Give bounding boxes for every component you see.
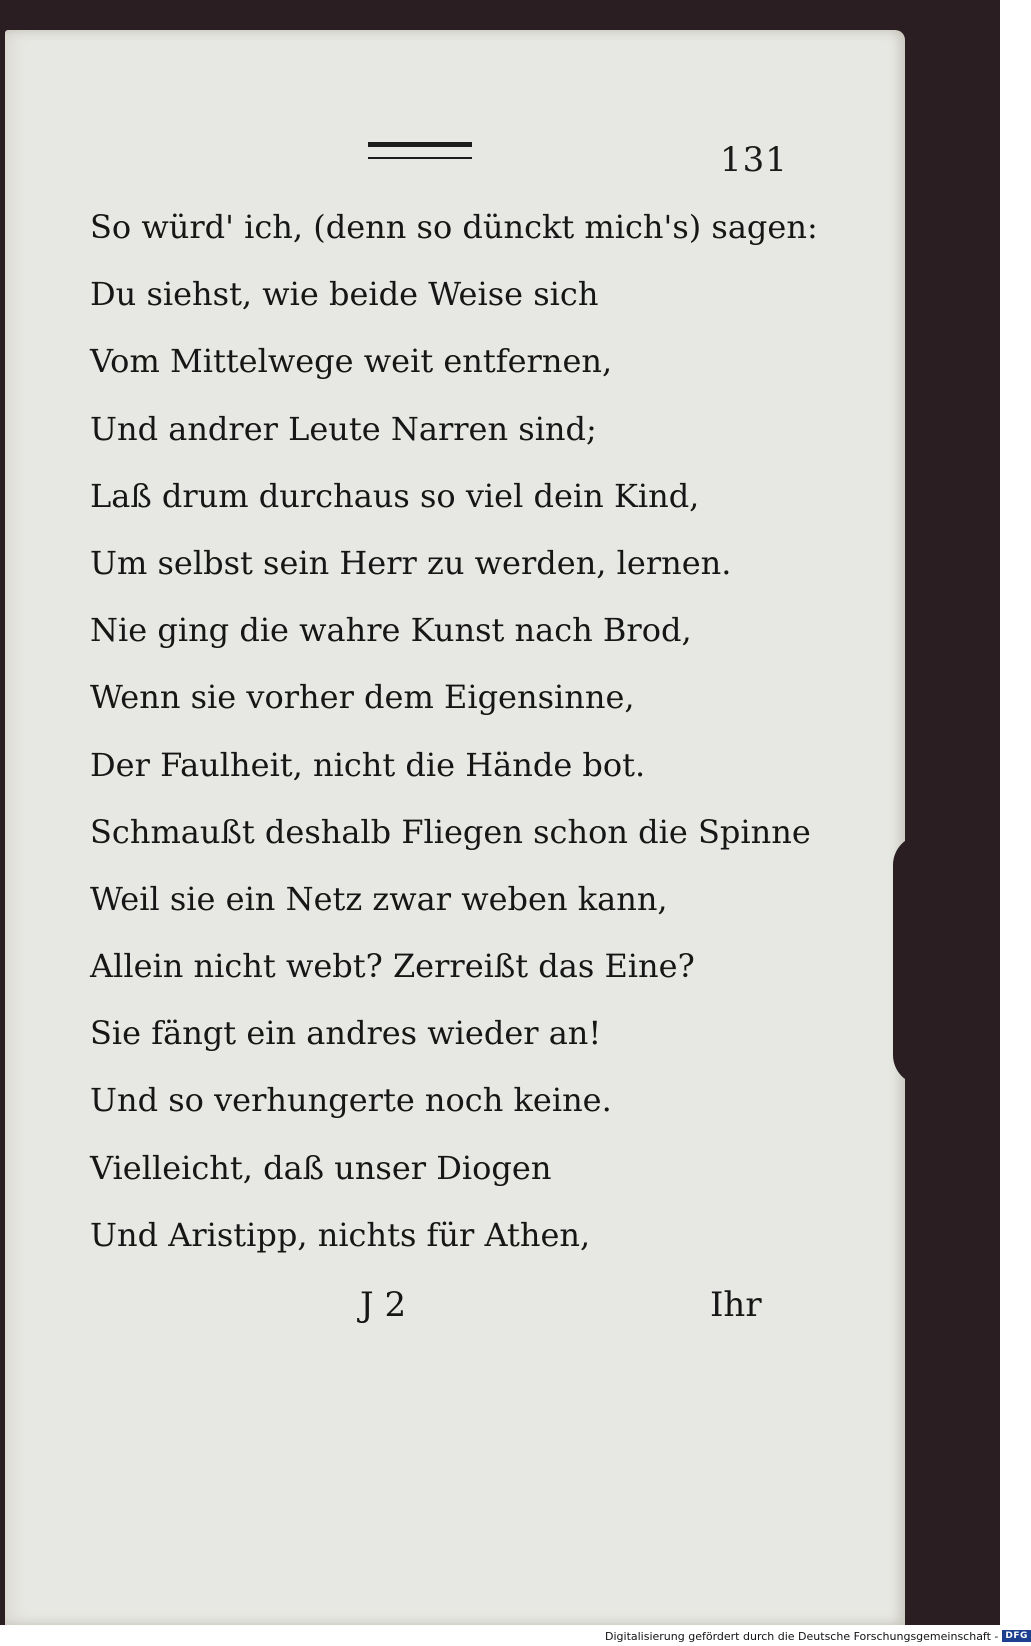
verse-line: Weil sie ein Netz zwar weben kann, [90,879,668,918]
dfg-logo: DFG [1002,1630,1031,1642]
verse-line: Laß drum durchaus so viel dein Kind, [90,476,700,515]
verse-line: Und andrer Leute Narren sind; [90,409,597,448]
verse-line: Und Aristipp, nichts für Athen, [90,1215,591,1254]
page-number: 131 [720,140,788,180]
signature-mark: J 2 [360,1285,407,1325]
credit-text: Digitalisierung gefördert durch die Deutsche Forschungsgemeinschaft - [605,1629,999,1643]
verse-line: Wenn sie vorher dem Eigensinne, [90,678,635,717]
verse-line: Allein nicht webt? Zerreißt das Eine? [90,947,695,986]
catchword: Ihr [710,1285,762,1325]
verse-line: Nie ging die wahre Kunst nach Brod, [90,611,692,650]
verse-line: Vom Mittelwege weit entfernen, [90,342,613,381]
verse-text [90,205,818,1280]
verse-line: Und so verhungerte noch keine. [90,1081,612,1120]
verse-line: Schmaußt deshalb Fliegen schon die Spinne [90,812,811,851]
verse-line: So würd' ich, (denn so dünckt mich's) sagen: [90,208,818,246]
verse-line: Du siehst, wie beide Weise sich [90,275,599,314]
verse-line: Um selbst sein Herr zu werden, lernen. [90,543,732,582]
verse-line: Der Faulheit, nicht die Hände bot. [90,745,646,784]
digitization-credit [605,1627,1031,1645]
page-edge-notch [893,835,923,1085]
verse-line: Vielleicht, daß unser Diogen [90,1148,552,1187]
header-rule [368,142,472,159]
verse-line: Sie fängt ein andres wieder an! [90,1014,602,1053]
